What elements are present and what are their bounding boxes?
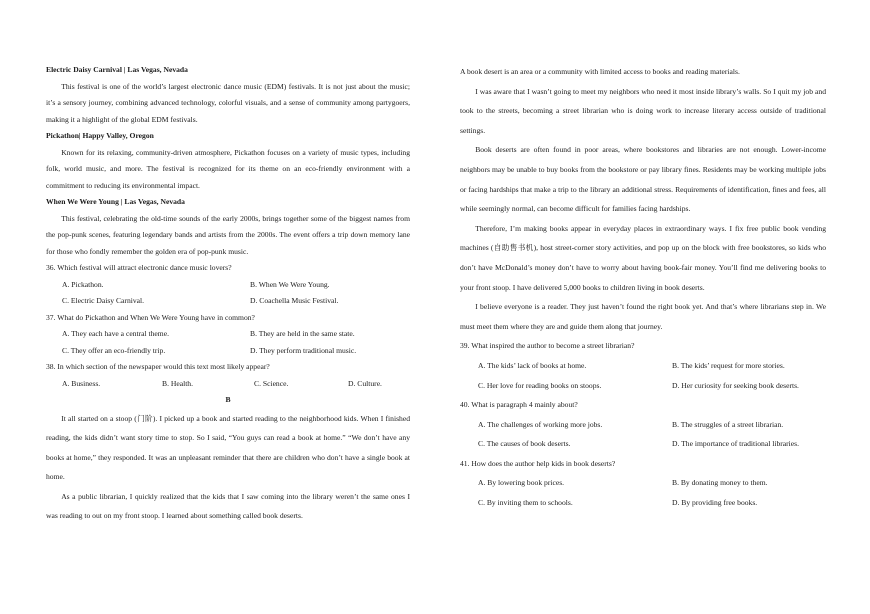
festival-description: This festival, celebrating the old-time sounds of the early 2000s, brings together some of the biggest names from the pop-punk scenes, featuring legendary bands and artists from the 2000s. The event offers a trip down memory lane for those who fondly remember the golden era of pop-punk music. [46, 213, 410, 256]
festival-heading: Pickathon| Happy Valley, Oregon [46, 131, 154, 140]
option-a[interactable]: A. Business. [62, 378, 101, 388]
option-c[interactable]: C. Her love for reading books on stoops. [478, 380, 602, 390]
option-a[interactable]: A. They each have a central theme. [62, 329, 169, 338]
option-d[interactable]: D. By providing free books. [672, 498, 758, 508]
right-column [460, 62, 826, 513]
option-d[interactable]: D. Coachella Music Festival. [250, 296, 339, 305]
passage-b-paragraph: A book desert is an area or a community with limited access to books and reading materials. [460, 67, 740, 76]
passage-b-paragraph: Therefore, I’m making books appear in everyday places in extraordinary ways. I fix free public book vending machines (自助售书机), host street-corner story activities, and pop up on the block with free bookstores, so kids who don’t have McDonald’s money don’t have to worry about having book-fair money. You’ll find me delivering books to your front stoop. I have delivered 5,000 books to children living in book deserts. [460, 223, 826, 292]
option-b[interactable]: B. Health. [162, 378, 194, 388]
passage-b-paragraph: Book deserts are often found in poor areas, where bookstores and libraries are not enough. Lower-income neighbors may be unable to buy books from the bookstore or pay library fines. Residents may be working multiple jobs or facing hardships that make a trip to the library an additional stress. Requirements of identification, fines and fees, all while seemingly normal, can become difficult for families facing hardships. [460, 145, 826, 214]
option-d[interactable]: D. Her curiosity for seeking book deserts. [672, 380, 799, 390]
passage-b-paragraph: It all started on a stoop (门阶). I picked up a book and started reading to the neighborhood kids. When I finished reading, the kids didn’t want story time to stop. So I said, “You guys can read a book at home.” “We don’t have any books at home,” they responded. It was an unpleasant reminder that there are children who don’t have a single book at home. [46, 413, 410, 482]
options-38 [46, 376, 410, 393]
options-39 [460, 356, 826, 395]
festival-heading: Electric Daisy Carnival | Las Vegas, Nevada [46, 65, 188, 74]
passage-b-paragraph: I was aware that I wasn’t going to meet my neighbors who need it most inside library’s walls. So I quit my job and took to the streets, becoming a street librarian who is doing work to increase literary access outside of traditional settings. [460, 86, 826, 135]
options-36 [46, 277, 410, 310]
festival-heading: When We Were Young | Las Vegas, Nevada [46, 197, 185, 206]
option-d[interactable]: D. They perform traditional music. [250, 345, 357, 355]
section-b-heading: B [225, 395, 231, 404]
option-c[interactable]: C. By inviting them to schools. [478, 498, 573, 508]
question-38: 38. In which section of the newspaper would this text most likely appear? [46, 362, 270, 371]
option-d[interactable]: D. Culture. [348, 378, 382, 388]
option-a[interactable]: A. By lowering book prices. [478, 478, 565, 488]
option-c[interactable]: C. Electric Daisy Carnival. [62, 296, 145, 305]
question-41: 41. How does the author help kids in book deserts? [460, 458, 616, 468]
option-a[interactable]: A. The challenges of working more jobs. [478, 419, 603, 429]
passage-b-paragraph: As a public librarian, I quickly realized that the kids that I saw coming into the library weren’t the same ones I was reading to out on my front stoop. I learned about something called book deserts. [46, 491, 410, 521]
festival-description: This festival is one of the world’s largest electronic dance music (EDM) festivals. It is not just about the music; it’s a sensory journey, combining advanced technology, colorful visuals, and a sense of community among partygoers, making it a highlight of the global EDM festivals. [46, 81, 410, 124]
option-a[interactable]: A. The kids’ lack of books at home. [478, 360, 587, 370]
option-c[interactable]: C. They offer an eco-friendly trip. [62, 345, 166, 355]
left-column [46, 62, 410, 526]
option-b[interactable]: B. They are held in the same state. [250, 329, 355, 338]
question-37: 37. What do Pickathon and When We Were Young have in common? [46, 312, 255, 322]
festival-description: Known for its relaxing, community-driven atmosphere, Pickathon focuses on a variety of music types, including folk, world music, and more. The festival is recognized for its theme on an eco-friendly environment with a commitment to reducing its environmental impact. [46, 147, 410, 190]
option-b[interactable]: B. The kids’ request for more stories. [672, 360, 785, 370]
options-37 [46, 326, 410, 359]
option-a[interactable]: A. Pickathon. [62, 279, 104, 289]
option-c[interactable]: C. Science. [254, 378, 289, 388]
options-40 [460, 415, 826, 454]
option-d[interactable]: D. The importance of traditional libraries. [672, 439, 800, 449]
option-c[interactable]: C. The causes of book deserts. [478, 439, 571, 449]
option-b[interactable]: B. By donating money to them. [672, 478, 768, 488]
option-b[interactable]: B. When We Were Young. [250, 279, 330, 289]
passage-b-paragraph: I believe everyone is a reader. They just haven’t found the right book yet. And that’s where librarians step in. We must meet them where they are and guide them along that journey. [460, 302, 826, 331]
options-41 [460, 473, 826, 512]
option-b[interactable]: B. The struggles of a street librarian. [672, 419, 784, 429]
question-36: 36. Which festival will attract electronic dance music lovers? [46, 263, 232, 272]
question-40: 40. What is paragraph 4 mainly about? [460, 400, 578, 410]
question-39: 39. What inspired the author to become a street librarian? [460, 341, 635, 351]
